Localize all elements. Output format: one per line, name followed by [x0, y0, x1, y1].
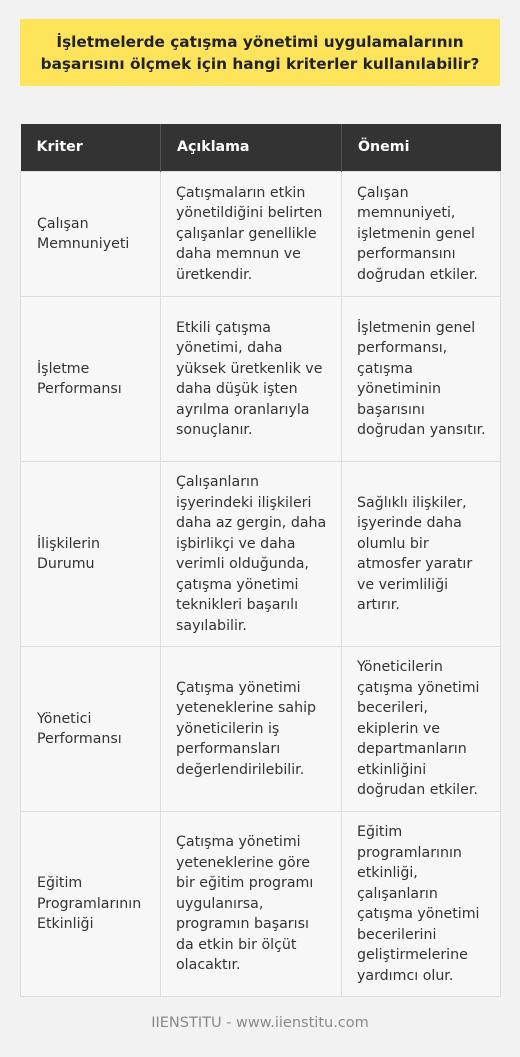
cell-onemi: Eğitim programlarının etkinliği, çalışanların çatışma yönetimi becerilerini geliştirmelerine yardımcı olur.: [342, 812, 501, 997]
cell-aciklama: Çatışmaların etkin yönetildiğini belirten çalışanlar genellikle daha memnun ve üretkendir.: [161, 172, 342, 297]
cell-kriter: Eğitim Programlarının Etkinliği: [21, 812, 161, 997]
cell-aciklama: Çatışma yönetimi yeteneklerine göre bir eğitim programı uygulanırsa, programın başarısı da etkin bir ölçüt olacaktır.: [161, 812, 342, 997]
cell-kriter: İlişkilerin Durumu: [21, 462, 161, 647]
cell-onemi: Çalışan memnuniyeti, işletmenin genel performansını doğrudan etkiler.: [342, 172, 501, 297]
cell-kriter: Çalışan Memnuniyeti: [21, 172, 161, 297]
criteria-table: [20, 124, 501, 997]
cell-onemi: Yöneticilerin çatışma yönetimi becerileri, ekiplerin ve departmanların etkinliğini doğrudan etkiler.: [342, 647, 501, 812]
table-row: [21, 172, 501, 297]
column-header-onemi: Önemi: [342, 124, 501, 172]
column-header-kriter: Kriter: [21, 124, 161, 172]
cell-aciklama: Çatışma yönetimi yeteneklerine sahip yöneticilerin iş performansları değerlendirilebilir.: [161, 647, 342, 812]
column-header-aciklama: Açıklama: [161, 124, 342, 172]
table-header-row: [21, 124, 501, 172]
footer-credit: IIENSTITU - www.iienstitu.com: [151, 1015, 369, 1031]
table-row: [21, 462, 501, 647]
cell-aciklama: Etkili çatışma yönetimi, daha yüksek üretkenlik ve daha düşük işten ayrılma oranlarıyla sonuçlanır.: [161, 297, 342, 462]
table-row: [21, 647, 501, 812]
cell-kriter: İşletme Performansı: [21, 297, 161, 462]
cell-kriter: Yönetici Performansı: [21, 647, 161, 812]
cell-onemi: İşletmenin genel performansı, çatışma yönetiminin başarısını doğrudan yansıtır.: [342, 297, 501, 462]
table-row: [21, 812, 501, 997]
cell-onemi: Sağlıklı ilişkiler, işyerinde daha olumlu bir atmosfer yaratır ve verimliliği artırır.: [342, 462, 501, 647]
page-title: İşletmelerde çatışma yönetimi uygulamalarının başarısını ölçmek için hangi kriterler kullanılabilir?: [20, 19, 500, 86]
cell-aciklama: Çalışanların işyerindeki ilişkileri daha az gergin, daha işbirlikçi ve daha verimli olduğunda, çatışma yönetimi teknikleri başarılı sayılabilir.: [161, 462, 342, 647]
table-row: [21, 297, 501, 462]
